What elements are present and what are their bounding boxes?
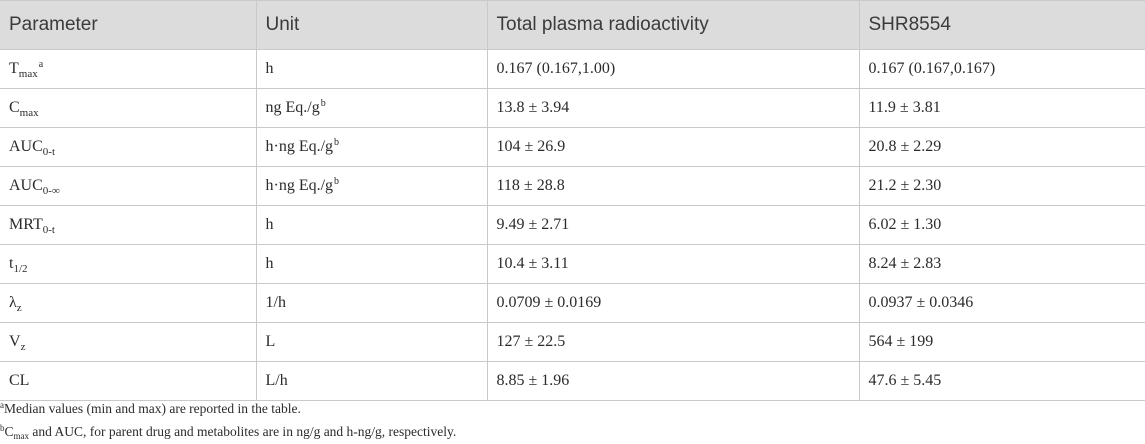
cell-unit — [256, 128, 487, 167]
cell-parameter — [0, 245, 256, 284]
cell-shr8554: 47.6 ± 5.45 — [859, 362, 1145, 401]
parameter-subscript: max — [18, 68, 38, 80]
cell-total-plasma-radioactivity: 0.0709 ± 0.0169 — [487, 284, 859, 323]
table-body — [0, 50, 1145, 401]
header-shr8554: SHR8554 — [859, 1, 1145, 50]
cell-shr8554: 20.8 ± 2.29 — [859, 128, 1145, 167]
footnote-b-symbol: C — [4, 424, 14, 439]
unit-text: h — [265, 255, 274, 272]
cell-parameter — [0, 284, 256, 323]
parameter-symbol: C — [9, 99, 20, 116]
table-footnotes — [0, 398, 456, 444]
cell-total-plasma-radioactivity: 104 ± 26.9 — [487, 128, 859, 167]
cell-shr8554: 21.2 ± 2.30 — [859, 167, 1145, 206]
table-header-row — [0, 1, 1145, 50]
header-parameter: Parameter — [0, 1, 256, 50]
cell-unit — [256, 89, 487, 128]
parameter-symbol: AUC — [9, 138, 43, 155]
cell-unit — [256, 323, 487, 362]
table-row — [0, 206, 1145, 245]
footnote-a — [0, 398, 456, 421]
cell-total-plasma-radioactivity: 0.167 (0.167,1.00) — [487, 50, 859, 89]
table-row — [0, 89, 1145, 128]
parameter-symbol: T — [9, 60, 19, 77]
cell-parameter — [0, 206, 256, 245]
unit-text: ng Eq./g — [265, 99, 320, 116]
parameter-symbol: MRT — [9, 216, 43, 233]
table-row — [0, 128, 1145, 167]
footnote-b-mark: b — [0, 423, 5, 433]
cell-unit — [256, 206, 487, 245]
cell-shr8554: 11.9 ± 3.81 — [859, 89, 1145, 128]
cell-parameter — [0, 128, 256, 167]
parameter-symbol: V — [9, 333, 21, 350]
parameter-subscript: z — [16, 302, 22, 314]
table-row — [0, 362, 1145, 401]
parameter-symbol: CL — [9, 372, 30, 389]
unit-text: L/h — [265, 372, 288, 389]
cell-unit — [256, 284, 487, 323]
unit-text: h — [265, 216, 274, 233]
parameter-subscript: 1/2 — [13, 263, 28, 275]
cell-parameter — [0, 50, 256, 89]
unit-text: h·ng Eq./g — [265, 177, 334, 194]
cell-unit — [256, 245, 487, 284]
cell-unit — [256, 362, 487, 401]
header-unit: Unit — [256, 1, 487, 50]
cell-shr8554: 6.02 ± 1.30 — [859, 206, 1145, 245]
cell-parameter — [0, 167, 256, 206]
parameter-subscript: 0-t — [42, 146, 56, 158]
cell-parameter — [0, 323, 256, 362]
footnote-a-text: Median values (min and max) are reported in the table. — [4, 401, 301, 416]
cell-shr8554: 564 ± 199 — [859, 323, 1145, 362]
cell-unit — [256, 167, 487, 206]
cell-total-plasma-radioactivity: 13.8 ± 3.94 — [487, 89, 859, 128]
cell-shr8554: 0.167 (0.167,0.167) — [859, 50, 1145, 89]
parameter-symbol: λ — [9, 294, 17, 311]
footnote-b — [0, 421, 456, 444]
table-row — [0, 245, 1145, 284]
unit-footnote-mark: b — [334, 137, 340, 148]
table-row — [0, 167, 1145, 206]
unit-footnote-mark: b — [320, 98, 326, 109]
unit-text: h·ng Eq./g — [265, 138, 334, 155]
cell-total-plasma-radioactivity: 9.49 ± 2.71 — [487, 206, 859, 245]
parameter-subscript: max — [19, 107, 39, 119]
cell-total-plasma-radioactivity: 10.4 ± 3.11 — [487, 245, 859, 284]
cell-total-plasma-radioactivity: 127 ± 22.5 — [487, 323, 859, 362]
unit-text: h — [265, 60, 274, 77]
cell-shr8554: 0.0937 ± 0.0346 — [859, 284, 1145, 323]
cell-total-plasma-radioactivity: 118 ± 28.8 — [487, 167, 859, 206]
cell-total-plasma-radioactivity: 8.85 ± 1.96 — [487, 362, 859, 401]
cell-parameter — [0, 89, 256, 128]
parameter-subscript: 0-∞ — [42, 185, 60, 197]
parameter-symbol: AUC — [9, 177, 43, 194]
footnote-b-symbol-sub: max — [13, 431, 30, 441]
unit-text: 1/h — [265, 294, 286, 311]
header-total-plasma-radioactivity: Total plasma radioactivity — [487, 1, 859, 50]
footnote-a-mark: a — [0, 400, 4, 410]
parameter-symbol: t — [9, 255, 14, 272]
unit-text: L — [265, 333, 276, 350]
parameter-subscript: z — [20, 341, 26, 353]
parameter-footnote-mark: a — [38, 59, 44, 70]
table-row — [0, 284, 1145, 323]
table-row — [0, 323, 1145, 362]
cell-unit — [256, 50, 487, 89]
unit-footnote-mark: b — [334, 176, 340, 187]
parameter-subscript: 0-t — [42, 224, 55, 236]
footnote-b-text: and AUC, for parent drug and metabolites are in ng/g and h-ng/g, respectively. — [29, 424, 457, 439]
table-row — [0, 50, 1145, 89]
cell-shr8554: 8.24 ± 2.83 — [859, 245, 1145, 284]
cell-parameter — [0, 362, 256, 401]
